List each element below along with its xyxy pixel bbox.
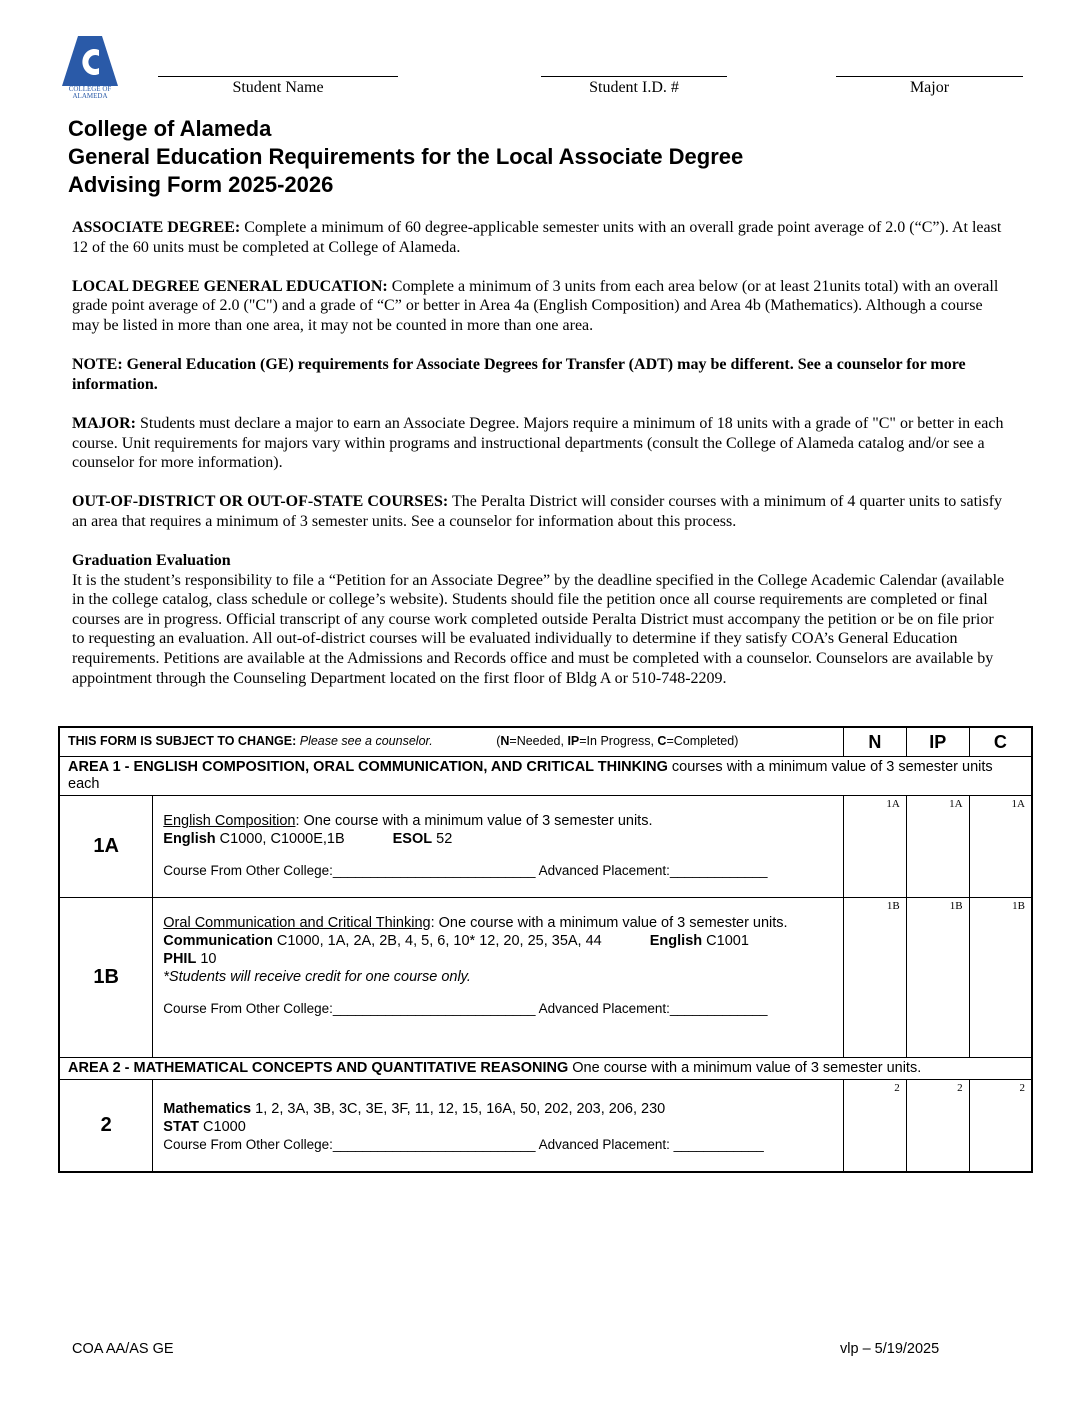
row-code-1a: 1A (59, 796, 153, 898)
col-in-progress-header: IP (906, 727, 969, 757)
communication-courses: C1000, 1A, 2A, 2B, 4, 5, 6, 10* 12, 20, 25, 35A, 44 (272, 933, 602, 949)
area1-text: courses with a minimum value of 3 semester units each (68, 759, 993, 792)
checkbox-in-progress-1a[interactable]: 1A (906, 796, 969, 898)
graduation-evaluation-title: Graduation Evaluation (72, 552, 231, 570)
student-name-label: Student Name (232, 79, 324, 96)
english-label-1b: English (649, 933, 703, 949)
english-courses-1b: C1001 (702, 933, 749, 949)
note-paragraph (72, 355, 1007, 394)
col-needed-header: N (843, 727, 906, 757)
logo-a-mark (62, 36, 118, 88)
row-code-1b: 1B (59, 898, 153, 1058)
local-ge-text: Complete a minimum of 3 units from each area below (or at least 21units total) with an overall grade point average of 2.0 ("C") and a grade of “C” or better in Area 4a (English Composition) and Area 4b (Mathematics). Although a course may be listed in more than one area, it may not be counted in more than one area. (72, 277, 999, 334)
legend-n: N (500, 734, 510, 748)
major-paragraph-label: MAJOR: (72, 414, 136, 432)
checkbox-completed-1b[interactable]: 1B (969, 898, 1032, 1058)
checkbox-in-progress-2[interactable]: 2 (906, 1080, 969, 1172)
other-college-line-1a[interactable] (163, 862, 833, 880)
area2-header-row (59, 1058, 1032, 1080)
student-id-label: Student I.D. # (589, 79, 679, 96)
associate-degree-label: ASSOCIATE DEGREE: (72, 219, 241, 236)
other-college-field[interactable]: Course From Other College:___________________________ (163, 1137, 536, 1152)
advanced-placement-field[interactable]: Advanced Placement: ____________ (535, 1137, 764, 1152)
table-row (59, 796, 1032, 898)
phil-courses: 10 (196, 951, 217, 967)
row-content-1b (153, 898, 844, 1058)
major-field[interactable] (836, 76, 1023, 97)
phil-courses-line (163, 950, 833, 968)
legend-ip: IP (567, 734, 580, 748)
area2-title: AREA 2 - MATHEMATICAL CONCEPTS AND QUANTITATIVE REASONING (68, 1060, 569, 1076)
communication-courses-line (163, 932, 833, 950)
table-row (59, 1080, 1032, 1172)
other-college-field[interactable]: Course From Other College:___________________________ (163, 863, 536, 878)
stat-label: STAT (163, 1119, 199, 1135)
legend-c-text: =Completed) (666, 734, 739, 748)
english-courses: C1000, C1000E,1B (215, 831, 345, 847)
title-line-college: College of Alameda (68, 116, 272, 141)
out-of-district-paragraph (72, 492, 1007, 531)
advanced-placement-field[interactable]: Advanced Placement:_____________ (535, 863, 768, 878)
area2-header (59, 1058, 1032, 1080)
oral-communication-desc (163, 914, 833, 932)
table-header-row (59, 727, 1032, 757)
esol-label: ESOL (392, 831, 433, 847)
local-ge-label: LOCAL DEGREE GENERAL EDUCATION: (72, 277, 388, 295)
college-logo (62, 36, 122, 106)
out-of-district-label: OUT-OF-DISTRICT OR OUT-OF-STATE COURSES: (72, 493, 449, 511)
legend-n-text: =Needed, (509, 734, 568, 748)
mathematics-label: Mathematics (163, 1101, 252, 1117)
title-line-form-year: Advising Form 2025-2026 (68, 172, 334, 197)
oral-communication-text: : One course with a minimum value of 3 semester units. (430, 915, 788, 931)
associate-degree-paragraph (72, 218, 1007, 257)
legend-c: C (657, 734, 667, 748)
stat-courses: C1000 (199, 1119, 246, 1135)
area1-header (59, 757, 1032, 796)
graduation-evaluation-paragraph (72, 551, 1007, 688)
math-courses-line (163, 1100, 833, 1118)
student-id-field[interactable] (541, 76, 727, 97)
subject-to-change-note: Please see a counselor. (296, 734, 433, 748)
area2-text: One course with a minimum value of 3 semester units. (568, 1060, 922, 1076)
status-legend (496, 734, 738, 748)
row-content-1a (153, 796, 844, 898)
graduation-evaluation-text: It is the student’s responsibility to file a “Petition for an Associate Degree” by the deadline specified in the College Academic Calendar (available in the college catalog, class schedule or college’s website). Students should file the petition once all course requirements are completed or final courses are in progress. Official transcript of any course work completed outside Peralta District must accompany the petition or be on file prior to requesting an evaluation. All out-of-district courses will be evaluated individually to determine if they satisfy COA’s General Education requirements. Petitions are available at the Admissions and Records office and must be completed with a counselor. Counselors are available by appointment through the Counseling Department located on the first floor of Bldg A or 510-748-2209. (72, 571, 1005, 687)
checkbox-needed-1b[interactable]: 1B (843, 898, 906, 1058)
subject-to-change-label: THIS FORM IS SUBJECT TO CHANGE: (68, 734, 297, 748)
page-title (68, 115, 743, 199)
other-college-line-1b[interactable] (163, 1000, 833, 1018)
other-college-line-2[interactable] (163, 1136, 833, 1154)
checkbox-completed-2[interactable]: 2 (969, 1080, 1032, 1172)
major-paragraph (72, 414, 1007, 473)
stat-courses-line (163, 1118, 833, 1136)
other-college-field[interactable]: Course From Other College:___________________________ (163, 1001, 536, 1016)
requirements-table (58, 726, 1033, 1173)
checkbox-needed-1a[interactable]: 1A (843, 796, 906, 898)
major-label: Major (909, 79, 950, 96)
col-completed-header: C (969, 727, 1032, 757)
checkbox-needed-2[interactable]: 2 (843, 1080, 906, 1172)
area1-title: AREA 1 - ENGLISH COMPOSITION, ORAL COMMUNICATION, AND CRITICAL THINKING (68, 759, 668, 775)
note-text: NOTE: General Education (GE) requirements for Associate Degrees for Transfer (ADT) may be different. See a counselor for more information. (72, 356, 966, 393)
english-courses-line (163, 830, 833, 848)
checkbox-in-progress-1b[interactable]: 1B (906, 898, 969, 1058)
local-ge-paragraph (72, 277, 1007, 336)
logo-text-line1: COLLEGE OF (68, 85, 112, 93)
title-line-requirements: General Education Requirements for the Local Associate Degree (68, 144, 744, 169)
row-code-2: 2 (59, 1080, 153, 1172)
advanced-placement-field[interactable]: Advanced Placement:_____________ (535, 1001, 768, 1016)
legend-ip-text: =In Progress, (579, 734, 658, 748)
mathematics-courses: 1, 2, 3A, 3B, 3C, 3E, 3F, 11, 12, 15, 16A, 50, 202, 203, 206, 230 (251, 1101, 666, 1117)
oral-communication-title: Oral Communication and Critical Thinking (163, 915, 431, 931)
english-composition-text: : One course with a minimum value of 3 semester units. (295, 813, 653, 829)
footer-revision: vlp – 5/19/2025 (840, 1341, 940, 1357)
table-row (59, 898, 1032, 1058)
form-notice-cell (59, 727, 843, 757)
area1-header-row (59, 757, 1032, 796)
checkbox-completed-1a[interactable]: 1A (969, 796, 1032, 898)
instructions (72, 218, 1007, 688)
english-label: English (163, 831, 216, 847)
english-composition-title: English Composition (163, 813, 296, 829)
esol-courses: 52 (432, 831, 453, 847)
out-of-district-text: The Peralta District will consider courses with a minimum of 4 quarter units to satisfy an area that requires a minimum of 3 semester units. See a counselor for information about this process. (72, 493, 1003, 530)
student-name-field[interactable] (158, 76, 398, 97)
communication-label: Communication (163, 933, 273, 949)
legend-open: ( (496, 734, 501, 748)
associate-degree-text: Complete a minimum of 60 degree-applicable semester units with an overall grade point average of 2.0 (“C”). At least 12 of the 60 units must be completed at College of Alameda. (72, 219, 1002, 256)
major-paragraph-text: Students must declare a major to earn an Associate Degree. Majors require a minimum of 18 units with a grade of "C" or better in each course. Unit requirements for majors vary within programs and instructional departments (consult the College of Alameda catalog and/or see a counselor for more information). (72, 414, 1004, 472)
credit-note-text: *Students will receive credit for one course only. (163, 969, 471, 985)
footer-form-code: COA AA/AS GE (72, 1341, 174, 1357)
logo-text-line2: ALAMEDA (72, 92, 108, 100)
phil-label: PHIL (163, 951, 197, 967)
credit-note (163, 968, 833, 986)
row-content-2 (153, 1080, 844, 1172)
english-composition-desc (163, 812, 833, 830)
